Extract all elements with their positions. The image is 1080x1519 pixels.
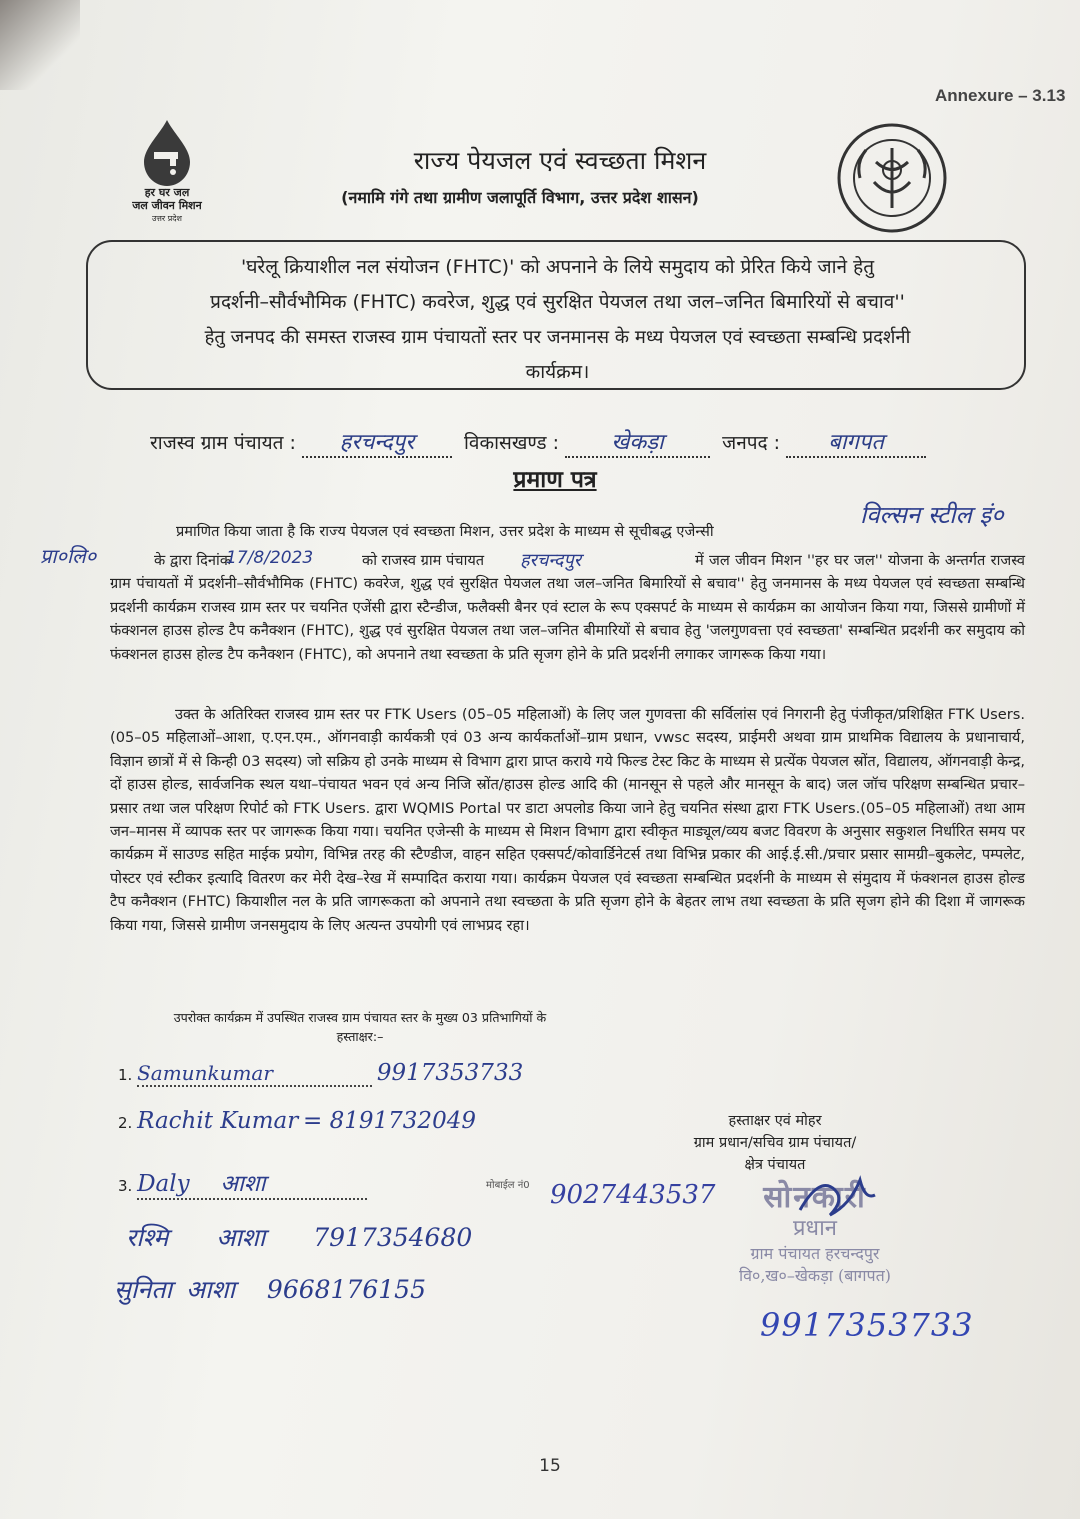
signature-2-phone: = 8191732049 [303, 1108, 476, 1134]
block-value: खेकड़ा [565, 426, 710, 458]
signature-1 [118, 1060, 523, 1087]
pradhan-mobile: 9917353733 [760, 1306, 974, 1344]
box-line-2: प्रदर्शनी–सौर्वभौमिक (FHTC) कवरेज, शुद्ध एवं सुरक्षित पेयजल तथा जल–जनित बिमारियों से बचाव'' [210, 291, 905, 313]
certificate-title: प्रमाण पत्र [513, 467, 597, 493]
participants-intro-line-2: हस्ताक्षर:– [336, 1029, 384, 1044]
page-corner-shadow [0, 0, 80, 90]
signature-and-seal-label [660, 1110, 890, 1176]
para1-first-line: प्रमाणित किया जाता है कि राज्य पेयजल एवं स्वच्छता मिशन, उत्तर प्रदेश के माध्यम से सूचीबद्ध एजेन्सी [176, 523, 714, 540]
signature-3-role: आशा [220, 1171, 266, 1197]
logo-line-3: उत्तर प्रदेश [152, 214, 182, 223]
para1-by-label: के द्वारा दिनांक [154, 552, 232, 569]
logo-line-2: जल जीवन मिशन [132, 199, 202, 212]
gram-panchayat-label: राजस्व ग्राम पंचायत : [150, 432, 296, 454]
signature-1-phone: 9917353733 [376, 1060, 524, 1086]
signature-1-name: Samunkumar [137, 1061, 372, 1087]
box-line-3: हेतु जनपद की समस्त राजस्व ग्राम पंचायतों स्तर पर जनमानस के मध्य पेयजल एवं स्वच्छता सम्बन्धि प्रदर्शनी [204, 327, 911, 348]
handwritten-agency-suffix: प्रा०लि० [40, 544, 97, 568]
handwritten-village: हरचन्दपुर [520, 550, 582, 571]
mission-subtitle: (नमामि गंगे तथा ग्रामीण जलापूर्ति विभाग, उत्तर प्रदेश शासन) [341, 188, 699, 207]
stamp-label-line-3: क्षेत्र पंचायत [744, 1157, 806, 1173]
handwritten-date: 17/8/2023 [226, 548, 314, 568]
block-label: विकासखण्ड : [464, 432, 560, 454]
para2-body: उक्त के अतिरिक्त राजस्व ग्राम स्तर पर FTK Users (05–05 महिलाओं) के लिए जल गुणवत्ता की सर्विलांस एवं निगरानी हेतु पंजीकृत/प्रशिक्षित FTK Users.(05–05 महिलाओं–आशा, ए.एन.एम., ऑगनवाड़ी कार्यकत्री एवं 03 अन्य कार्यकर्ताओं–ग्राम प्रधान, vwsc सदस्य, प्राईमरी अथवा ग्राम प्राथमिक विद्यालय के प्रधानाचार्य, विज्ञान छात्रों में से किन्ही 03 सदस्य) जो सक्रिय हो उनके माध्यम से विभाग द्वारा प्राप्त कराये गये फिल्ड टेस्ट किट के माध्यम से प्रत्येंक पेयजल स्रोंत, विद्यालय, ऑगनवाड़ी केन्द्र, दों हाउस होल्ड, सार्वजनिक स्थल यथा–पंचायत भवन एवं अन्य निजि स्रोंत/हाउस होल्ड आदि की (मानसून से पहले और मानसून के बाद) जल जॉच परिक्षण सम्बन्धित प्रचार–प्रसार तथा जल परिक्षण रिपोर्ट को FTK Users. द्वारा WQMIS Portal पर डाटा अपलोड किया जाने हेतु चयनित संस्था द्वारा FTK Users.(05–05 महिलाओं) तथा आम जन–मानस में व्यापक स्तर पर जागरूक किया गया। चयनित एजेन्सी के माध्यम से मिशन विभाग द्वारा स्वीकृत माड्यूल/व्यय बजट विवरण के अनुसार सकुशल निर्धारित समय पर कार्यक्रम में साउण्ड सहित माईक प्रयोग, विभिन्न तरह की स्टैण्डीज, वाहन सहित एक्सपर्ट/कोवार्डिनेटर्स तथा विभिन्न प्रकार की आई.ई.सी./प्रचार प्रसार सामग्री–बुकलेट, पम्पलेट, पोस्टर एवं स्टीकर इत्यादि वितरण कर मेरी देख–रेख में सम्पादित कराया गया। कार्यक्रम पेयजल एवं स्वच्छता सम्बन्धित प्रदर्शनी के माध्यम से संमुदाय में फंक्शनल हाउस होल्ड टैप कनैक्शन (FHTC) कियाशील नल के प्रति जागरूकता को अपनाने तथा स्वच्छता के प्रति सृजग होने के बेहतर लाभ तथा स्वच्छता के प्रति सृजग होने की दिशा में जागरूक किया गया, जिससे ग्रामीण जनसमुदाय के लिए अत्यन्त उपयोगी एवं लाभप्रद रहा। [110, 706, 1025, 934]
para1-gp-label: को राजस्व ग्राम पंचायत [362, 552, 485, 569]
handwritten-agency-name: विल्सन स्टील इं० [860, 501, 1004, 529]
location-line [150, 426, 970, 458]
stamp-label-line-1: हस्ताक्षर एवं मोहर [728, 1113, 822, 1129]
logo-line-1: हर घर जल [144, 186, 190, 199]
signature-1-num: 1. [118, 1066, 133, 1084]
signature-2-name: Rachit Kumar [137, 1108, 299, 1134]
signature-3-name: Daly [137, 1171, 190, 1197]
program-title-text [95, 250, 1020, 390]
extra-participant-1-role: आशा [216, 1223, 266, 1252]
gram-panchayat-value: हरचन्दपुर [302, 426, 452, 458]
signature-2-num: 2. [118, 1114, 133, 1132]
page-number: 15 [539, 1456, 561, 1476]
water-drop-icon [134, 118, 200, 188]
har-ghar-jal-logo [112, 118, 222, 228]
participants-intro-line-1: उपरोक्त कार्यक्रम में उपस्थित राजस्व ग्राम पंचायत स्तर के मुख्य 03 प्रतिभागियों के [173, 1010, 547, 1025]
extra-participant-1 [126, 1220, 472, 1254]
extra-participant-2-role: आशा [185, 1275, 235, 1304]
extra-participant-1-name: रश्मि [126, 1223, 169, 1252]
stamp-line-4: वि०,ख०–खेकड़ा (बागपत) [738, 1266, 891, 1285]
box-line-1: 'घरेलू क्रियाशील नल संयोजन (FHTC)' को अपनाने के लिये समुदाय को प्रेरित किये जाने हेतु [240, 256, 875, 278]
extra-participant-2 [114, 1272, 426, 1306]
box-line-4: कार्यक्रम। [525, 361, 590, 383]
extra-participant-1-phone: 7917354680 [313, 1223, 473, 1252]
mission-title: राज्य पेयजल एवं स्वच्छता मिशन [413, 146, 707, 175]
stamp-line-2: प्रधान [793, 1216, 837, 1241]
stamp-line-1: सोनकारी [763, 1180, 867, 1215]
stamp-label-line-2: ग्राम प्रधान/सचिव ग्राम पंचायत/ [693, 1135, 857, 1151]
stamp-line-3: ग्राम पंचायत हरचन्दपुर [750, 1244, 880, 1263]
district-value: बागपत [786, 426, 926, 458]
extra-participant-2-phone: 9668176155 [266, 1275, 426, 1304]
signature-3-num: 3. [118, 1177, 133, 1195]
para1-body: में जल जीवन मिशन ''हर घर जल'' योजना के अन्तर्गत राजस्व ग्राम पंचायतों में प्रदर्शनी–सौर्वभौमिक (FHTC) कवरेज, शुद्ध एवं सुरक्षित पेयजल तथा जल–जनित बिमारियों से बचाव'' हेतु जनमानस के मध्य पेयजल एवं स्वच्छता सम्बन्धि प्रदर्शनी कार्यक्रम राजस्व ग्राम स्तर पर चयनित एजेंसी द्वारा स्टैन्डीज, फलैक्सी बैनर एवं स्टाल के रूप एक्सपर्ट के माध्यम से कार्यक्रम का आयोजन किया गया, जिससे ग्रामीणों में फंक्शनल हाउस होल्ड टैप कनैक्शन (FHTC), शुद्ध एवं सुरक्षित पेयजल तथा जल–जनित बीमारियों से बचाव हेतु 'जलगुणवत्ता एवं स्वच्छता' सम्बन्धित प्रदर्शनी कर समुदाय को फंक्शनल हाउस होल्ड टैप कनैक्शन (FHTC), को अपनाने तथा स्वच्छता के प्रति सृजग होने के प्रति प्रदर्शनी लगाकर जागरूक किया गया। [110, 552, 1025, 663]
annexure-label: Annexure – 3.13 [935, 86, 1066, 105]
district-label: जनपद : [722, 432, 781, 454]
mobile-label: मोबाईल नं0 [486, 1180, 530, 1191]
signature-3 [118, 1166, 367, 1200]
participants-intro [120, 1008, 600, 1046]
signature-3-field [137, 1166, 367, 1200]
pradhan-signature-icon [790, 1170, 880, 1230]
up-government-seal-icon [836, 122, 948, 234]
signature-2 [118, 1108, 476, 1134]
handwritten-mobile-3: 9027443537 [550, 1180, 716, 1210]
extra-participant-2-name: सुनिता [114, 1275, 172, 1304]
